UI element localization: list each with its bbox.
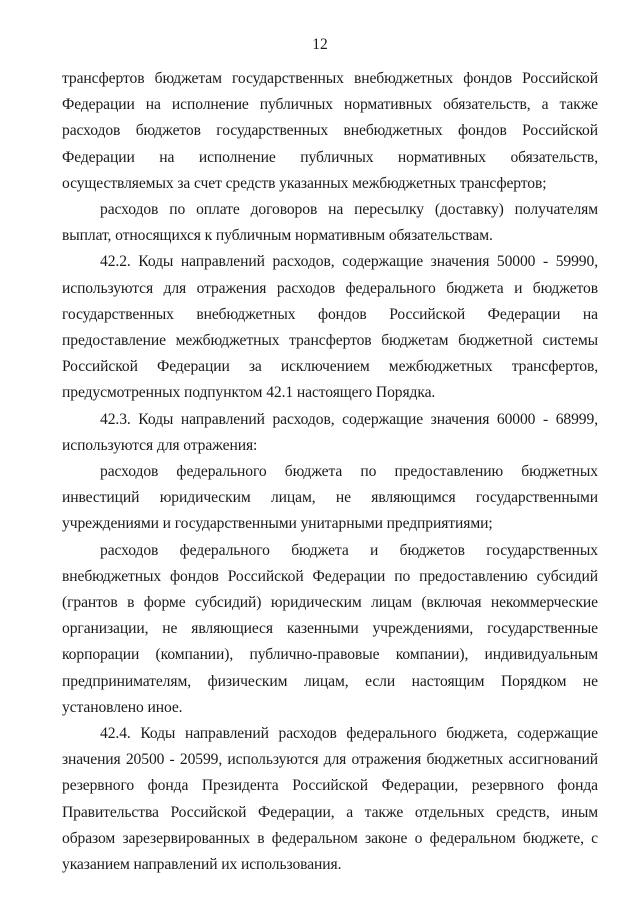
paragraph-transfers-continuation: трансфертов бюджетам государственных внебюджетных фондов Российской Федерации на исполнение публичных нормативных обязательств, а также расходов бюджетов государственных внебюджетных фондов Российской Федерации на исполнение публичных нормативных обязательств, осуществляемых за счет средств указанных межбюджетных трансфертов; [62,70,598,192]
paragraph-section-42-2: 42.2. Коды направлений расходов, содержащие значения 50000 - 59990, используются для отражения расходов федерального бюджета и бюджетов государственных внебюджетных фондов Российской Федерации на предоставление межбюджетных трансфертов бюджетам бюджетной системы Российской Федерации за исключением межбюджетных трансфертов, предусмотренных подпунктом 42.1 настоящего Порядка. [62,253,598,402]
paragraph-subsidies: расходов федерального бюджета и бюджетов государственных внебюджетных фондов Российской Федерации по предоставлению субсидий (грантов в форме субсидий) юридическим лицам (включая некоммерческие организации, не являющиеся казенными учреждениями, государственные корпорации (компании), публично-правовые компании), индивидуальным предпринимателям, физическим лицам, если настоящим Порядком не установлено иное. [62,541,598,716]
paragraph-section-42-4: 42.4. Коды направлений расходов федерального бюджета, содержащие значения 20500 - 20599, используются для отражения бюджетных ассигнований резервного фонда Президента Российской Федерации, резервного фонда Правительства Российской Федерации, а также отдельных средств, иным образом зарезервированных в федеральном законе о федеральном бюджете, с указанием направлений их использования. [62,725,598,874]
paragraph-budget-investments: расходов федерального бюджета по предоставлению бюджетных инвестиций юридическим лицам, не являющимся государственными учреждениями и государственными унитарными предприятиями; [62,463,598,533]
document-body [62,66,598,878]
paragraph-delivery-expenses: расходов по оплате договоров на пересылку (доставку) получателям выплат, относящихся к публичным нормативным обязательствам. [62,201,598,245]
paragraph-section-42-3: 42.3. Коды направлений расходов, содержащие значения 60000 - 68999, используются для отражения: [62,410,598,454]
page-number: 12 [312,36,328,53]
